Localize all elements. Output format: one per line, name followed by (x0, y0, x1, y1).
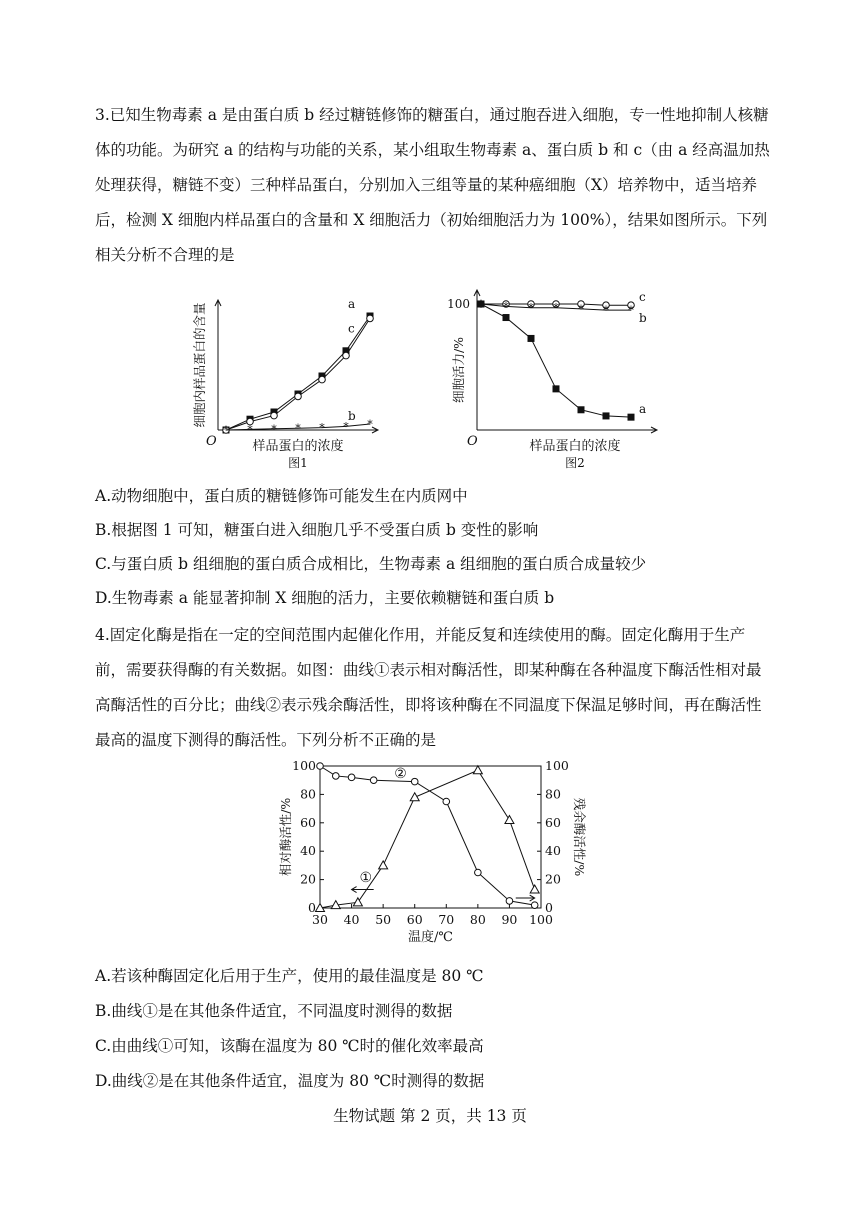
data-point-triangle (473, 766, 482, 774)
data-point-a (478, 301, 485, 308)
x-tick-label: 100 (529, 912, 553, 927)
figure-1-chart (180, 275, 410, 475)
q4-option-a: A.若该种酶固定化后用于生产，使用的最佳温度是 80 ℃ (95, 967, 484, 985)
series-label-a: a (639, 402, 647, 417)
y-axis-label: 细胞活力/% (451, 336, 466, 404)
q3-option-d: D.生物毒素 a 能显著抑制 X 细胞的活力，主要依赖糖链和蛋白质 b (95, 589, 555, 607)
x-tick-label: 30 (312, 912, 328, 927)
series-label-b: b (348, 409, 356, 423)
origin-label: O (206, 434, 217, 449)
data-point-circle (475, 869, 482, 876)
data-point-circle (443, 798, 450, 805)
curve-circle (320, 766, 535, 905)
q4-option-c: C.由曲线①可知，该酶在温度为 80 ℃时的催化效率最高 (95, 1037, 484, 1055)
data-point-triangle (410, 793, 419, 801)
data-point-circle (506, 898, 513, 905)
series-label-a: a (348, 297, 356, 311)
y-axis-label-left: 相对酶活性/% (278, 797, 293, 877)
data-point-a (553, 385, 560, 392)
data-point-circle (348, 774, 355, 781)
data-point-a (603, 412, 610, 419)
q4-option-d: D.曲线②是在其他条件适宜，温度为 80 ℃时测得的数据 (95, 1072, 485, 1090)
q3-option-c: C.与蛋白质 b 组细胞的蛋白质合成相比，生物毒素 a 组细胞的蛋白质合成量较少 (95, 555, 647, 573)
question-4-stem: 4.固定化酶是指在一定的空间范围内起催化作用，并能反复和连续使用的酶。固定化酶用于生产前，需要获得酶的有关数据。如图：曲线①表示相对酶活性，即某种酶在各种温度下酶活性相对最高酶活性的百分比；曲线②表示残余酶活性，即将该种酶在不同温度下保温足够时间，再在酶活性最高的温度下测得的酶活性。下列分析不正确的是 (95, 626, 762, 749)
data-point-circle (531, 902, 538, 909)
data-point-b: * (367, 418, 373, 431)
figure-2-chart (445, 275, 675, 475)
x-axis-label: 温度/℃ (408, 930, 453, 945)
series-label-c: c (639, 290, 646, 305)
x-tick-label: 80 (469, 912, 486, 927)
data-point-c (367, 315, 374, 322)
data-point-a (628, 414, 635, 421)
data-point-c (343, 352, 350, 359)
data-point-a (503, 314, 510, 321)
series-label-b: b (639, 311, 647, 326)
data-point-circle (332, 773, 339, 780)
q3-option-b: B.根据图 1 可知，糖蛋白进入细胞几乎不受蛋白质 b 变性的影响 (95, 521, 539, 539)
curve-label-2: ② (394, 766, 407, 783)
data-point-a (578, 406, 585, 413)
data-point-b: * (503, 300, 509, 314)
data-point-c (319, 376, 326, 383)
y-tick-label-left: 40 (300, 843, 316, 859)
y-tick-label-right: 0 (545, 900, 553, 915)
y-tick-label-right: 40 (545, 843, 561, 859)
y-tick-label-right: 60 (545, 814, 561, 830)
data-point-b: * (628, 304, 634, 318)
chart-title: 图2 (565, 456, 585, 470)
chart-title: 图1 (288, 456, 308, 470)
x-tick-label: 90 (501, 912, 518, 927)
data-point-b: * (319, 421, 325, 435)
data-point-b: * (271, 422, 277, 436)
q3-option-a: A.动物细胞中，蛋白质的糖链修饰可能发生在内质网中 (95, 487, 468, 505)
question-3-stem: 3.已知生物毒素 a 是由蛋白质 b 经过糖链修饰的糖蛋白，通过胞吞进入细胞，专一性地抑制人核糖体的功能。为研究 a 的结构与功能的关系，某小组取生物毒素 a、蛋白质 b 和 c（由 a 经高温加热处理获得，糖链不变）三种样品蛋白，分别加入三组等量的某种癌细胞（X）培养物中，适当培养后，检测 X 细胞内样品蛋白的含量和 X 细胞活力（初始细胞活力为 100%），结果如图所示。下列相关分析不合理的是 (95, 106, 770, 264)
data-point-b: * (247, 423, 253, 437)
data-point-c (271, 412, 278, 419)
data-point-a (528, 335, 535, 342)
y-axis-label: 细胞内样品蛋白的含量 (192, 302, 207, 428)
x-tick-label: 40 (343, 912, 360, 927)
q4-option-b: B.曲线①是在其他条件适宜，不同温度时测得的数据 (95, 1002, 453, 1020)
enzyme-activity-chart (270, 752, 590, 952)
x-tick-label: 50 (375, 912, 392, 927)
data-point-circle (317, 763, 324, 770)
data-point-triangle (530, 885, 539, 893)
y-tick-label-left: 20 (300, 871, 316, 887)
data-point-triangle (353, 898, 362, 906)
page-footer: 生物试题 第 2 页，共 13 页 (333, 1107, 527, 1125)
curve-label-1: ① (359, 869, 373, 886)
x-axis-label: 样品蛋白的浓度 (252, 439, 344, 454)
data-point-c (295, 393, 302, 400)
y-tick-label-left: 0 (308, 900, 316, 915)
data-point-b: * (528, 301, 534, 315)
y-tick-label-left: 100 (292, 758, 316, 773)
x-tick-label: 60 (406, 912, 423, 927)
data-point-b: * (553, 301, 559, 315)
data-point-circle (411, 778, 418, 785)
curve-triangle (320, 770, 535, 908)
data-point-b: * (223, 424, 229, 437)
y-tick-label-left: 60 (300, 814, 316, 830)
data-point-circle (370, 777, 377, 784)
y-tick-label-right: 100 (545, 758, 569, 773)
data-point-triangle (379, 861, 388, 869)
data-point-b: * (578, 302, 584, 316)
x-axis-label: 样品蛋白的浓度 (529, 439, 621, 454)
origin-label: O (467, 434, 478, 449)
series-label-c: c (348, 321, 355, 336)
y-tick-label-right: 80 (545, 786, 561, 802)
y-tick-label-right: 20 (545, 871, 561, 887)
data-point-b: * (295, 422, 301, 436)
x-tick-label: 70 (438, 912, 455, 927)
data-point-b: * (343, 420, 349, 434)
y-tick-label-left: 80 (300, 786, 316, 802)
data-point-triangle (505, 815, 514, 823)
y-tick-label: 100 (447, 297, 470, 311)
plot-frame (320, 766, 541, 908)
data-point-b: * (603, 304, 609, 318)
y-axis-label-right: 残余酶活性/% (572, 797, 587, 877)
